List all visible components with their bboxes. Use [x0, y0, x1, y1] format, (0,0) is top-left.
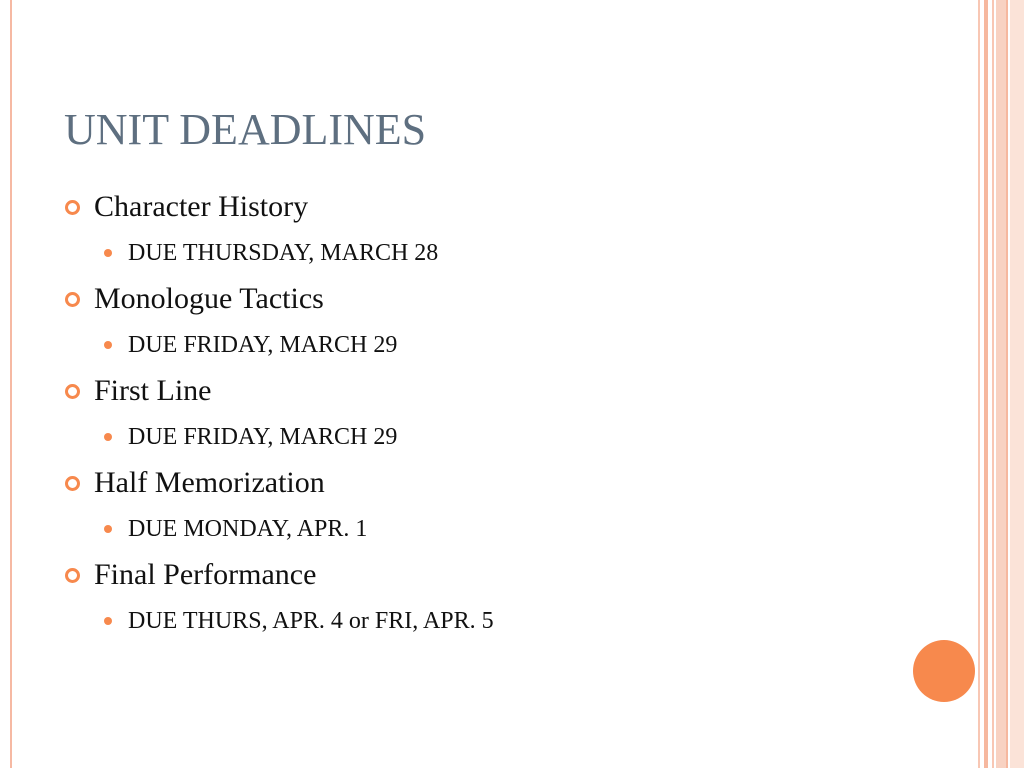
- deadline-sub-item: [64, 412, 944, 462]
- deadline-sub-item: [64, 596, 944, 646]
- deadline-item: [64, 370, 944, 412]
- deadline-item: [64, 462, 944, 504]
- dot-bullet-icon: [104, 249, 112, 257]
- due-date-label: DUE THURSDAY, MARCH 28: [128, 239, 439, 266]
- ring-bullet-icon: [65, 476, 80, 491]
- right-stripe: [984, 0, 988, 768]
- list-item: [64, 554, 944, 646]
- deadline-item-label: Half Memorization: [94, 466, 325, 499]
- list-item: [64, 278, 944, 370]
- deadline-list: [64, 186, 944, 646]
- deadline-sub-item: [64, 228, 944, 278]
- deadline-item-label: First Line: [94, 374, 212, 407]
- list-item: [64, 186, 944, 278]
- ring-bullet-icon: [65, 292, 80, 307]
- right-stripe: [978, 0, 980, 768]
- right-stripe: [992, 0, 994, 768]
- right-stripe: [1010, 0, 1024, 768]
- deadline-sub-item: [64, 504, 944, 554]
- right-stripe: [996, 0, 1006, 768]
- dot-bullet-icon: [104, 433, 112, 441]
- ring-bullet-icon: [65, 200, 80, 215]
- ring-bullet-icon: [65, 384, 80, 399]
- due-date-label: DUE FRIDAY, MARCH 29: [128, 423, 398, 450]
- left-border-line: [10, 0, 12, 768]
- list-item: [64, 462, 944, 554]
- list-item: [64, 370, 944, 462]
- dot-bullet-icon: [104, 617, 112, 625]
- deadline-item: [64, 186, 944, 228]
- right-stripe: [1006, 0, 1008, 768]
- ring-bullet-icon: [65, 568, 80, 583]
- slide-title: UNIT DEADLINES: [64, 105, 427, 154]
- deadline-item: [64, 554, 944, 596]
- due-date-label: DUE FRIDAY, MARCH 29: [128, 331, 398, 358]
- due-date-label: DUE THURS, APR. 4 or FRI, APR. 5: [128, 607, 494, 634]
- due-date-label: DUE MONDAY, APR. 1: [128, 515, 368, 542]
- deadline-item-label: Monologue Tactics: [94, 282, 324, 315]
- decorative-circle: [913, 640, 975, 702]
- deadline-item-label: Character History: [94, 190, 309, 223]
- deadline-item-label: Final Performance: [94, 558, 317, 591]
- deadline-sub-item: [64, 320, 944, 370]
- dot-bullet-icon: [104, 525, 112, 533]
- dot-bullet-icon: [104, 341, 112, 349]
- deadline-item: [64, 278, 944, 320]
